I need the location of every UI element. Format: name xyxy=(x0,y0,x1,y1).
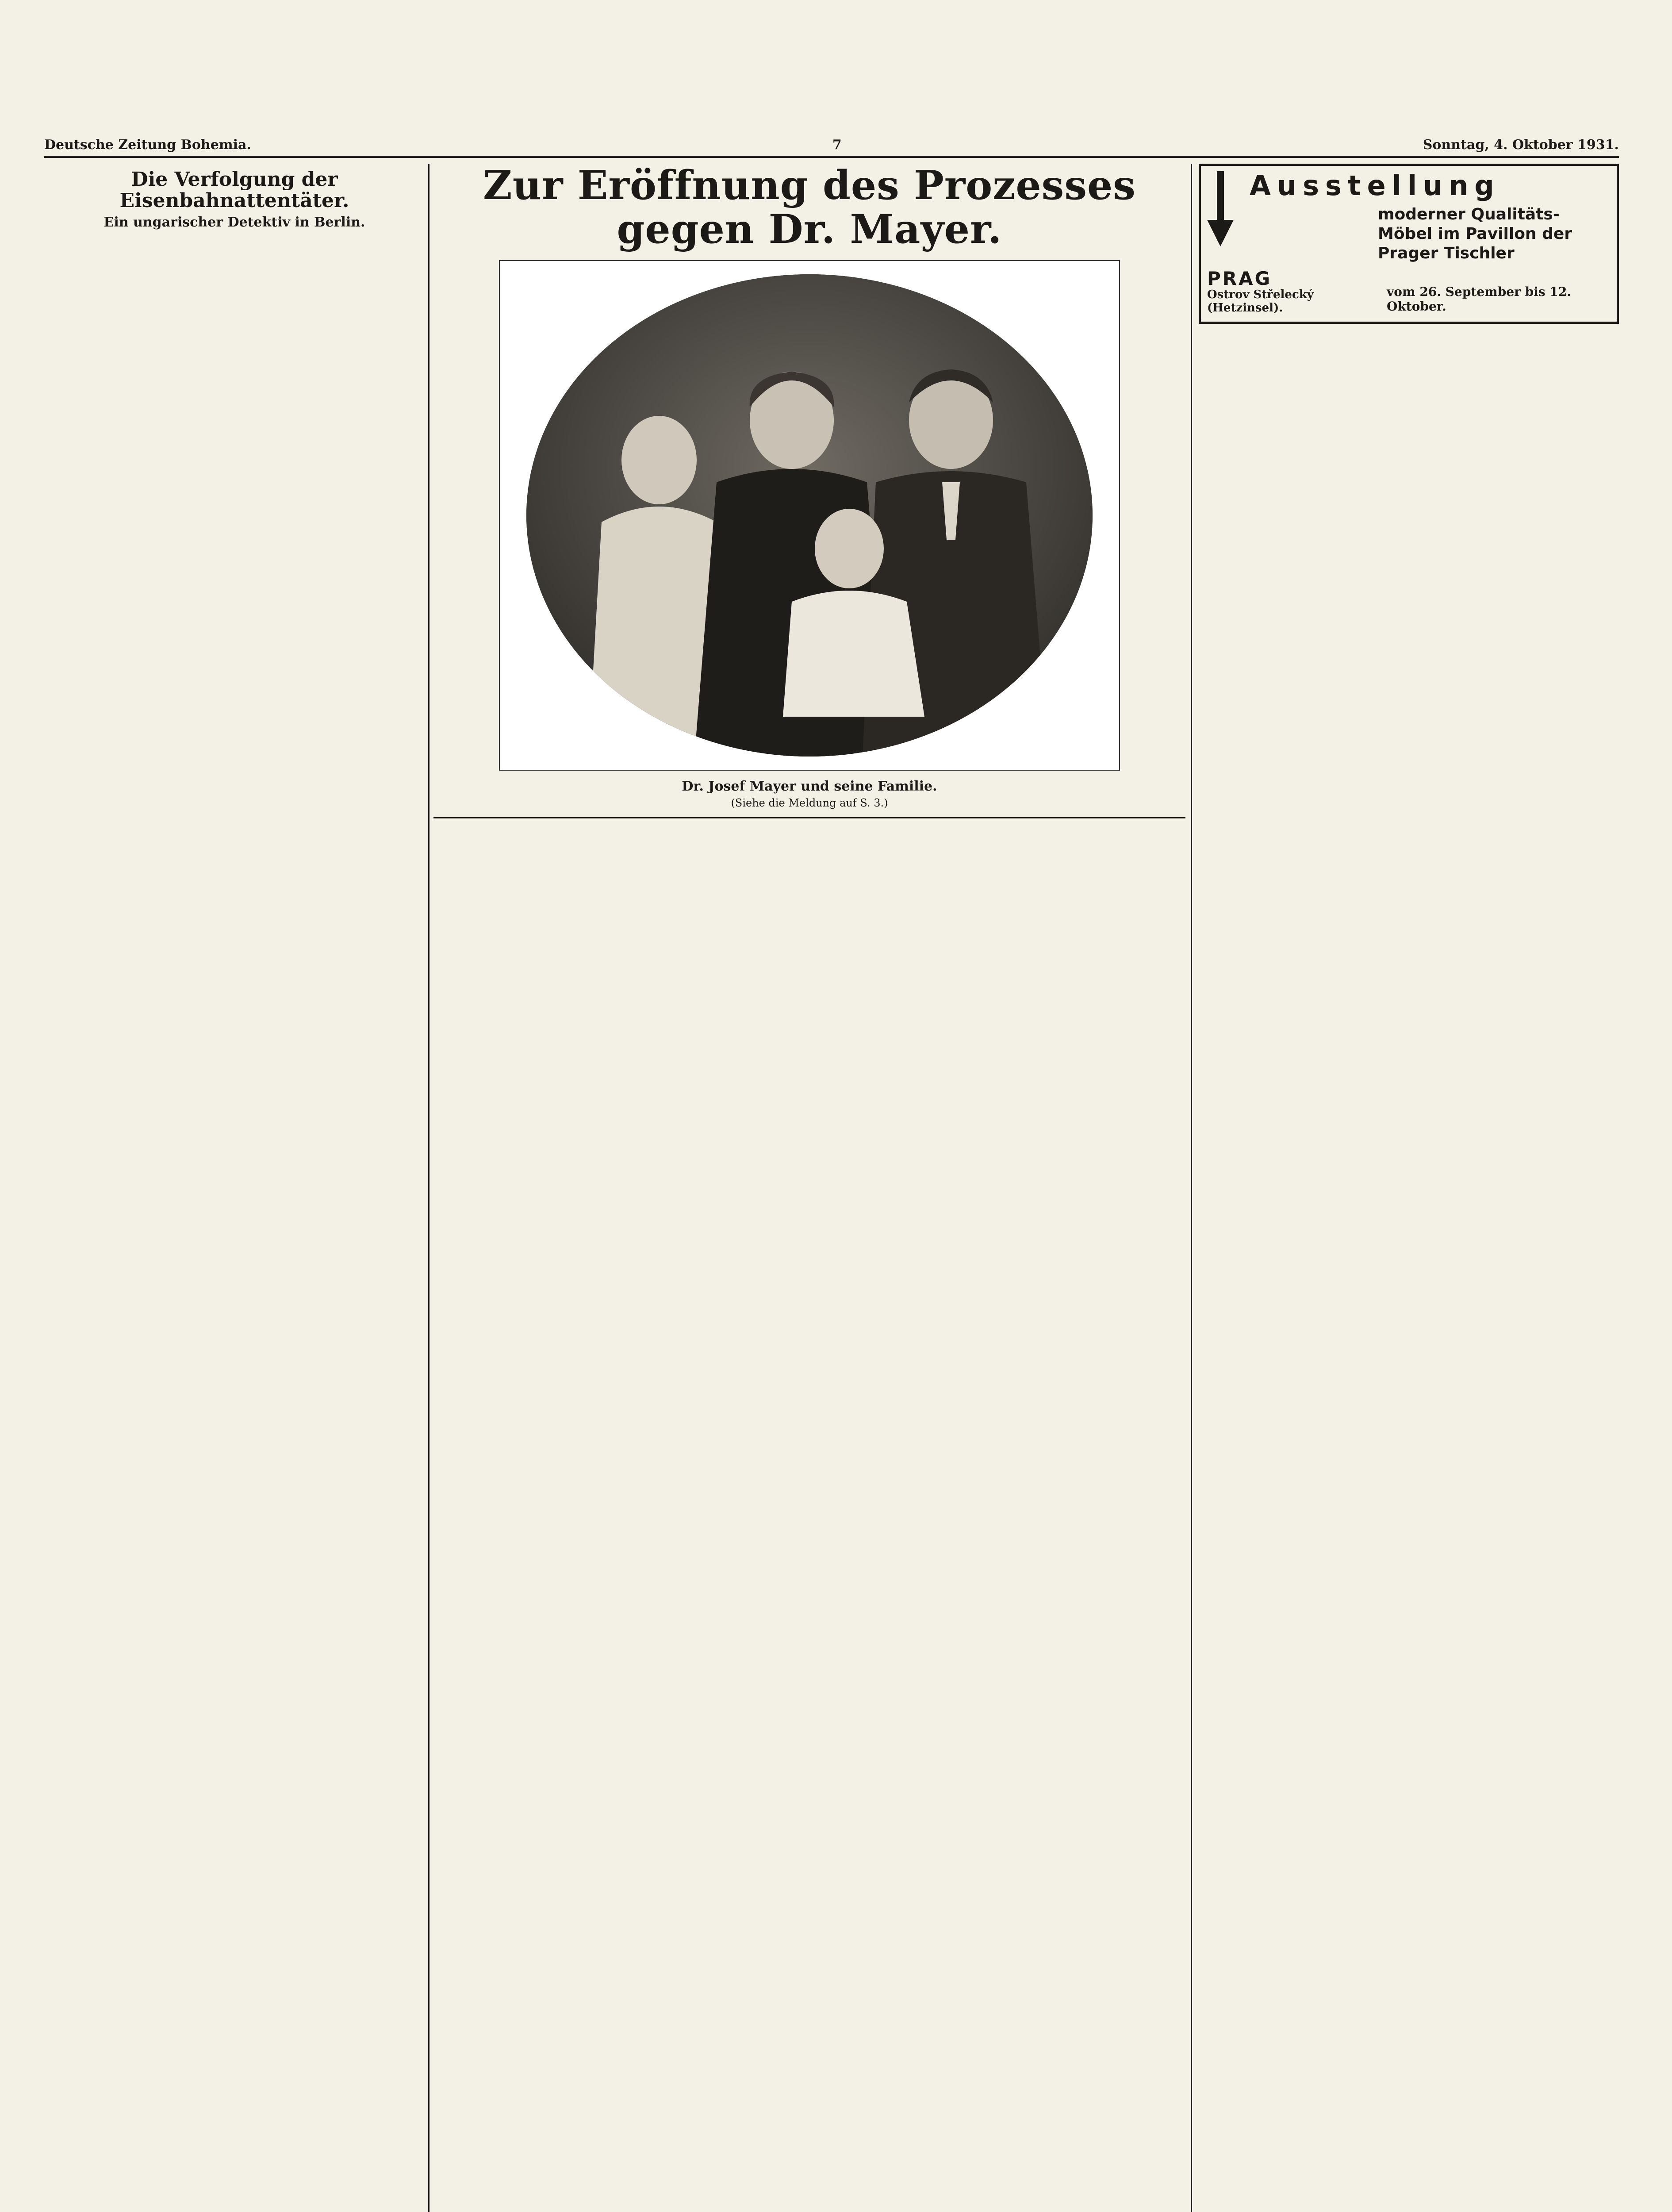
column-divider xyxy=(1191,164,1192,2212)
main-headline: Zur Eröffnung des Prozesses gegen Dr. Mayer. xyxy=(483,164,1136,253)
page-number: 7 xyxy=(832,137,842,153)
col1-headline: Die Verfolgung der Eisenbahnattentäter. xyxy=(119,168,349,212)
column-3 xyxy=(1199,164,1619,2212)
family-photo xyxy=(499,260,1120,771)
ad-address: Ostrov Střelecký (Hetzinsel). xyxy=(1207,288,1314,315)
ad-title: Ausstellung xyxy=(1250,169,1500,202)
masthead: Deutsche Zeitung Bohemia. xyxy=(44,137,251,153)
column-1 xyxy=(44,164,425,2212)
family-photo-image xyxy=(526,274,1093,757)
photo-caption: Dr. Josef Mayer und seine Familie. xyxy=(682,779,937,794)
section-rule xyxy=(433,817,1185,818)
down-arrow-icon xyxy=(1207,171,1234,246)
ad-city: PRAG xyxy=(1207,268,1272,289)
page-header xyxy=(44,131,1619,153)
col1-subheadline: Ein ungarischer Detektiv in Berlin. xyxy=(104,214,365,230)
column-2 xyxy=(433,164,1185,2212)
header-rule xyxy=(44,156,1619,158)
column-divider xyxy=(428,164,430,2212)
ad-description: moderner Qualitäts-Möbel im Pavillon der Prager Tischler xyxy=(1378,205,1572,262)
photo-oval xyxy=(526,274,1093,757)
ad-dates: vom 26. September bis 12. Oktober. xyxy=(1387,284,1572,314)
issue-date: Sonntag, 4. Oktober 1931. xyxy=(1423,137,1619,153)
exhibition-ad xyxy=(1199,164,1619,324)
photo-caption-note: (Siehe die Meldung auf S. 3.) xyxy=(731,797,888,809)
